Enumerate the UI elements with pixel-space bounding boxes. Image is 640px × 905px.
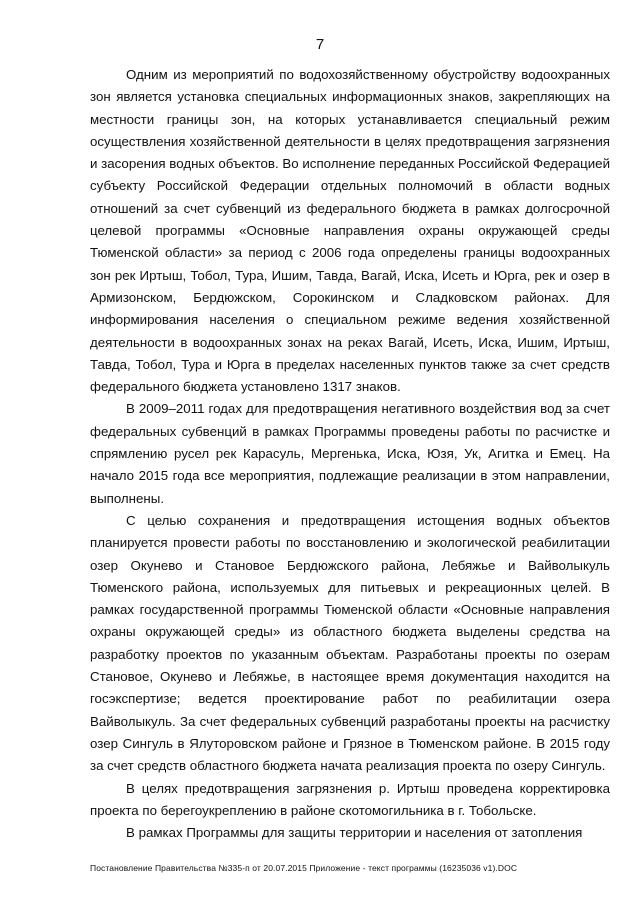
page-footer: Постановление Правительства №335-п от 20.07.2015 Приложение - текст программы (16235036 v1).DOC [90, 863, 518, 873]
paragraph-flood-protection: В рамках Программы для защиты территории и населения от затопления [126, 825, 583, 841]
paragraph-lake-rehabilitation: С целью сохранения и предотвращения истощения водных объектов планируется провести работы по восстановлению и экологической реабилитации озер Окунево и Становое Бердюжского района, Лебяжье и Вайволыкуль Тюменского района, используемых для питьевых и рекреационных целей. В рамках государственной программы Тюменской области «Основные направления охраны окружающей среды» из областного бюджета выделены средства на разработку проектов по указанным объектам. Разработаны проекты по озерам Становое, Окунево и Лебяжье, в настоящее время документация находится на госэкспертизе; ведется проектирование работ по реабилитации озера Вайволыкуль. За счет федеральных субвенций разработаны проекты на расчистку озер Сингуль в Ялуторовском районе и Грязное в Тюменском районе. В 2015 году за счет средств областного бюджета начата реализация проекта по озеру Сингуль. [90, 512, 610, 774]
paragraph-bank-protection: В целях предотвращения загрязнения р. Иртыш проведена корректировка проекта по берегоукреплению в районе скотомогильника в г. Тобольске. [90, 780, 610, 818]
document-body [90, 64, 610, 844]
paragraph-water-protection-signs: Одним из мероприятий по водохозяйственному обустройству водоохранных зон является установка специальных информационных знаков, закрепляющих на местности границы зон, на которых устанавливается специальный режим осуществления хозяйственной деятельности в целях предотвращения загрязнения и засорения водных объектов. Во исполнение переданных Российской Федерацией субъекту Российской Федерации отдельных полномочий в области водных отношений за счет субвенций из федерального бюджета в рамках долгосрочной целевой программы «Основные направления охраны окружающей среды Тюменской области» за период с 2006 года определены границы водоохранных зон рек Иртыш, Тобол, Тура, Ишим, Тавда, Вагай, Иска, Исеть и Юрга, рек и озер в Армизонском, Бердюжском, Сорокинском и Сладковском районах. Для информирования населения о специальном режиме ведения хозяйственной деятельности в водоохранных зонах на реках Вагай, Исеть, Иска, Ишим, Иртыш, Тавда, Тобол, Тура и Юрга в пределах населенных пунктов также за счет средств федерального бюджета установлено 1317 знаков. [90, 67, 610, 395]
page-number: 7 [315, 36, 325, 53]
paragraph-river-clearing: В 2009–2011 годах для предотвращения негативного воздействия вод за счет федеральных субвенций в рамках Программы проведены работы по расчистке и спрямлению русел рек Карасуль, Мергенька, Иска, Юзя, Ук, Агитка и Емец. На начало 2015 года все мероприятия, подлежащие реализации в этом направлении, выполнены. [90, 401, 610, 506]
